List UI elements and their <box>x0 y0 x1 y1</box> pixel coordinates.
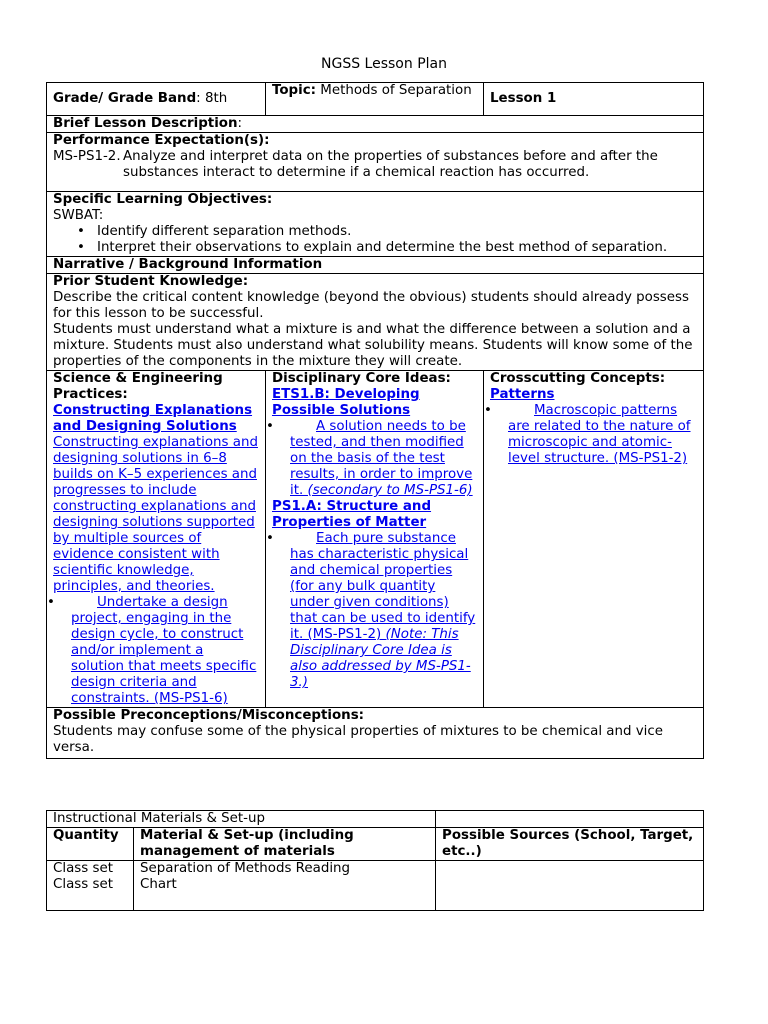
sep-bullet-link[interactable]: Undertake a design project, engaging in the design cycle, to construct and/or implement a solution that meets specific design criteria and constraints. (MS-PS1-6) <box>71 595 257 706</box>
narrative-cell <box>47 257 704 274</box>
dci-bullet-2-note: (Note: This Disciplinary Core Idea is also addressed by MS-PS1-3.) <box>290 627 471 690</box>
topic-cell <box>266 83 484 116</box>
objective-item: • Interpret their observations to explain and determine the best method of separation. <box>97 240 697 256</box>
misconceptions-label: Possible Preconceptions/Misconceptions: <box>53 708 365 723</box>
material-header <box>134 828 436 861</box>
materials-title-cell <box>47 811 436 828</box>
lesson-label: Lesson 1 <box>490 91 557 106</box>
brief-colon: : <box>237 116 243 131</box>
materials-data-row <box>47 861 704 911</box>
prior-knowledge-cell <box>47 274 704 371</box>
dci-heading-2: PS1.A: Structure and Properties of Matter <box>272 499 432 530</box>
material-value: Chart <box>140 877 177 892</box>
performance-code: MS-PS1-2. <box>53 149 121 164</box>
materials-table <box>46 810 704 911</box>
dci-bullet-1-link[interactable] <box>290 419 473 498</box>
dci-heading-1: ETS1.B: Developing Possible Solutions <box>272 387 420 418</box>
materials-header-row <box>47 828 704 861</box>
bullet-icon: • <box>266 531 274 546</box>
prior-knowledge-row <box>47 274 704 371</box>
quantity-cell <box>47 861 134 911</box>
ccc-heading-link[interactable] <box>490 387 554 402</box>
bullet-icon: • <box>47 595 55 610</box>
prior-knowledge-text: Students must understand what a mixture is and what the difference between a solution and a mixture. Students must also understand what solubility means. Students will know some of the properties of the components in the mixture they will create. <box>53 322 693 369</box>
dci-heading-1-link[interactable] <box>272 387 420 418</box>
ccc-bullet-link[interactable]: Macroscopic patterns are related to the nature of microscopic and atomic-level structure. (MS-PS1-2) <box>508 403 691 466</box>
performance-row <box>47 133 704 192</box>
dci-bullet-2-link[interactable] <box>290 531 475 690</box>
misconceptions-cell <box>47 708 704 759</box>
narrative-row <box>47 257 704 274</box>
material-cell <box>134 861 436 911</box>
sources-header-text: Possible Sources (School, Target, etc..) <box>442 828 694 859</box>
lesson-cell <box>484 83 704 116</box>
brief-row <box>47 116 704 133</box>
bullet-icon: • <box>484 403 492 418</box>
materials-title-empty <box>436 811 704 828</box>
bullet-icon: • <box>266 419 274 434</box>
objectives-cell <box>47 192 704 257</box>
ccc-cell <box>484 371 704 708</box>
dci-bullet-1-note: (secondary to MS-PS1-6) <box>307 483 473 498</box>
sep-bullet <box>47 595 259 707</box>
performance-cell <box>47 133 704 192</box>
objectives-row <box>47 192 704 257</box>
grade-value: : 8th <box>196 91 228 106</box>
dci-heading-2-link[interactable] <box>272 499 431 530</box>
misconceptions-row <box>47 708 704 759</box>
objectives-label: Specific Learning Objectives: <box>53 192 273 207</box>
header-row <box>47 83 704 116</box>
dci-bullet-2-text: Each pure substance has characteristic physical and chemical properties (for any bulk quantity under given conditions) that can be used to identify it. (MS-PS1-2) <box>290 531 476 642</box>
narrative-label: Narrative / Background Information <box>53 257 323 272</box>
page-title: NGSS Lesson Plan <box>321 56 447 72</box>
topic-label: Topic: <box>272 83 317 98</box>
sep-heading: Constructing Explanations and Designing Solutions <box>53 403 253 434</box>
ccc-heading: Patterns <box>490 387 555 402</box>
quantity-header-text: Quantity <box>53 828 119 843</box>
objectives-list <box>53 224 697 256</box>
grade-cell <box>47 83 266 116</box>
objective-item: • Identify different separation methods. <box>97 224 697 240</box>
performance-label: Performance Expectation(s): <box>53 133 270 148</box>
quantity-value: Class set <box>53 861 113 876</box>
performance-text: Analyze and interpret data on the properties of substances before and after the substances interact to determine if a chemical reaction has occurred. <box>123 149 658 180</box>
ccc-bullet <box>484 403 697 467</box>
dci-cell <box>266 371 484 708</box>
material-header-text: Material & Set-up (including management of materials <box>140 828 354 859</box>
sources-header <box>436 828 704 861</box>
topic-value: Methods of Separation <box>316 83 472 98</box>
material-value: Separation of Methods Reading <box>140 861 351 876</box>
quantity-value: Class set <box>53 877 113 892</box>
prior-knowledge-desc: Describe the critical content knowledge (beyond the obvious) students should already possess for this lesson to be successful. <box>53 290 689 321</box>
brief-label: Brief Lesson Description <box>53 116 238 131</box>
quantity-header <box>47 828 134 861</box>
materials-title-row <box>47 811 704 828</box>
sep-heading-link[interactable] <box>53 403 252 434</box>
dci-bullet-1 <box>266 419 477 499</box>
materials-title: Instructional Materials & Set-up <box>53 811 265 826</box>
standards-row <box>47 371 704 708</box>
sep-label: Science & Engineering Practices: <box>53 371 223 402</box>
performance-expectation <box>53 149 697 181</box>
dci-bullet-2 <box>266 531 477 691</box>
sources-cell <box>436 861 704 911</box>
swbat-label: SWBAT: <box>53 208 104 223</box>
grade-label: Grade/ Grade Band <box>53 91 197 106</box>
brief-cell <box>47 116 704 133</box>
ccc-label: Crosscutting Concepts: <box>490 371 666 386</box>
sep-cell <box>47 371 266 708</box>
sep-body-link[interactable]: Constructing explanations and designing solutions in 6–8 builds on K–5 experiences and progresses to include constructing explanations and designing solutions supported by multiple sources of evidence consistent with scientific knowledge, principles, and theories. <box>53 435 258 594</box>
dci-label: Disciplinary Core Ideas: <box>272 371 451 386</box>
misconceptions-text: Students may confuse some of the physical properties of mixtures to be chemical and vice versa. <box>53 724 663 755</box>
dci-bullet-1-text: A solution needs to be tested, and then modified on the basis of the test results, in order to improve it. <box>290 419 473 498</box>
prior-knowledge-label: Prior Student Knowledge: <box>53 274 249 289</box>
lesson-plan-table <box>46 82 704 759</box>
